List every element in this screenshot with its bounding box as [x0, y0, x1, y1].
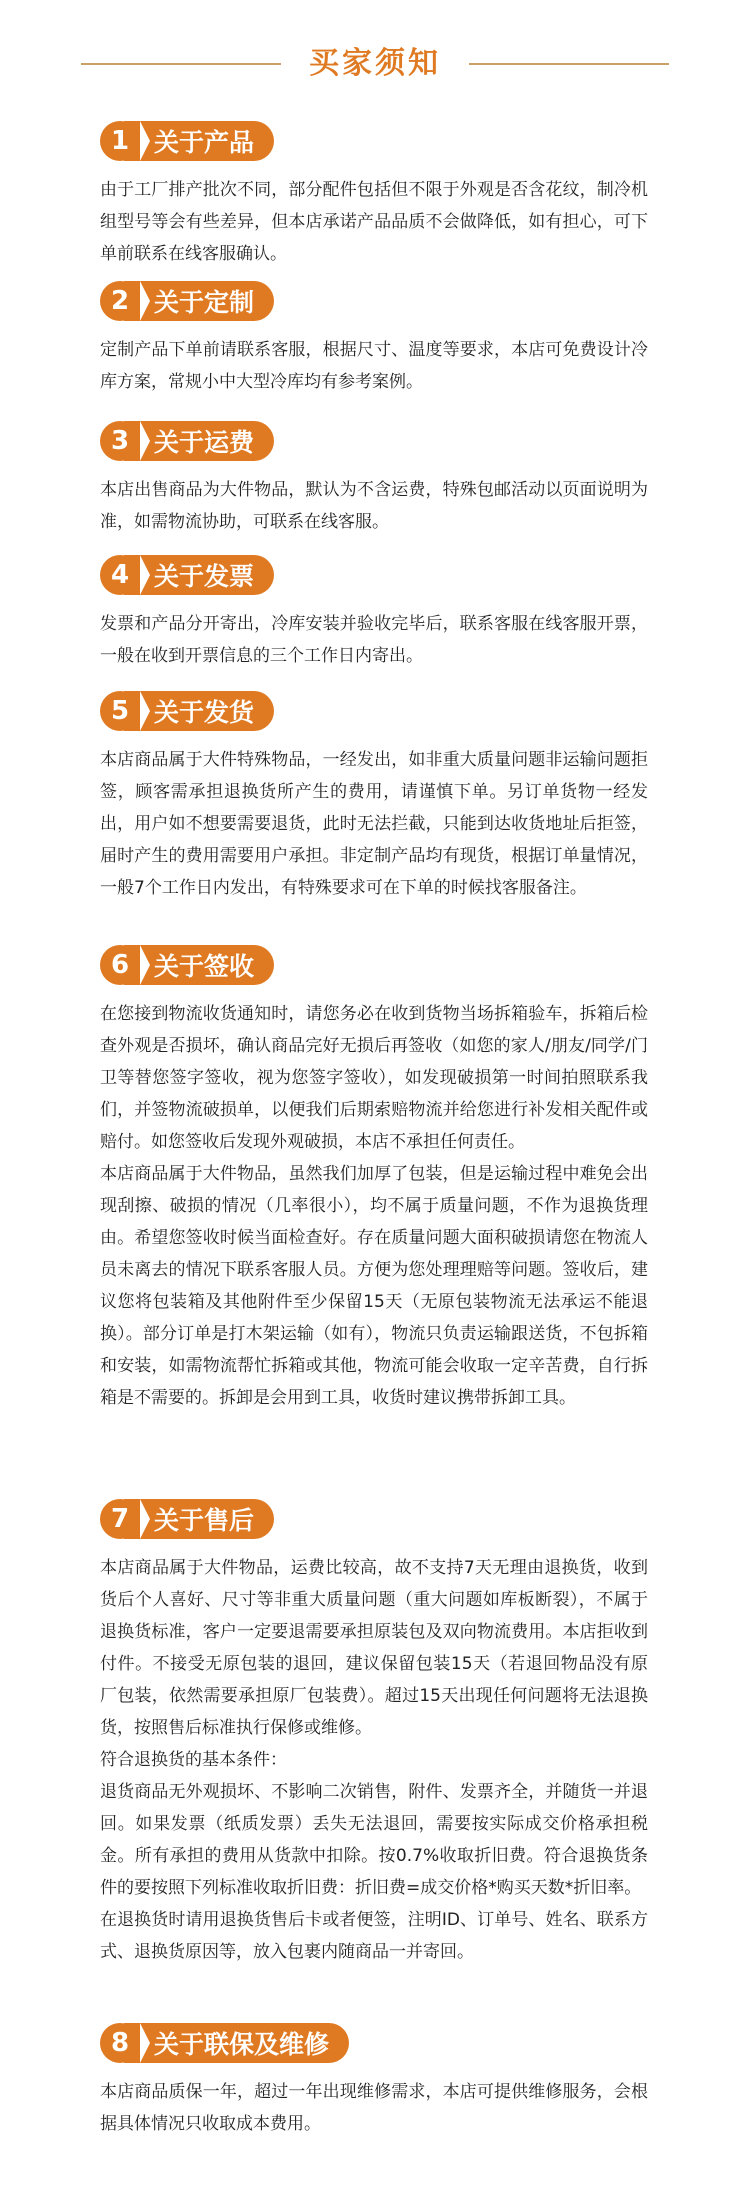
paragraph: 退货商品无外观损坏、不影响二次销售，附件、发票齐全，并随货一并退回。如果发票（纸质发票）丢失无法退回，需要按实际成交价格承担税金。所有承担的费用从货款中扣除。按0.7%收取折旧费。符合退换货条件的要按照下列标准收取折旧费：折旧费=成交价格*购买天数*折旧率。: [100, 1782, 648, 1898]
section-title: 关于发货: [124, 691, 274, 731]
section-heading: [100, 1498, 274, 1540]
section-heading: [100, 554, 274, 596]
section-body: [100, 998, 648, 1414]
section-title: 关于定制: [124, 281, 274, 321]
section-heading: [100, 120, 274, 162]
section-body: [100, 334, 648, 398]
section-body: [100, 744, 648, 904]
section-title: 关于发票: [124, 555, 274, 595]
section-body: [100, 474, 648, 538]
section-title: 关于联保及维修: [124, 2023, 349, 2063]
section-number-badge: 1: [100, 121, 140, 161]
section-number-badge: 6: [100, 945, 140, 985]
section-number-badge: 2: [100, 281, 140, 321]
section-title: 关于签收: [124, 945, 274, 985]
section-body: [100, 1552, 648, 1968]
paragraph: 本店商品属于大件物品，运费比较高，故不支持7天无理由退换货，收到货后个人喜好、尺寸等非重大质量问题（重大问题如库板断裂），不属于退换货标准，客户一定要退需要承担原装包及双向物流费用。本店拒收到付件。不接受无原包装的退回，建议保留包装15天（若退回物品没有原厂包装，依然需要承担原厂包装费）。超过15天出现任何问题将无法退换货，按照售后标准执行保修或维修。: [100, 1558, 648, 1738]
paragraph: 定制产品下单前请联系客服，根据尺寸、温度等要求，本店可免费设计冷库方案，常规小中大型冷库均有参考案例。: [100, 340, 648, 392]
paragraph: 本店商品属于大件物品，虽然我们加厚了包装，但是运输过程中难免会出现刮擦、破损的情况（几率很小），均不属于质量问题，不作为退换货理由。希望您签收时候当面检查好。存在质量问题大面积破损请您在物流人员未离去的情况下联系客服人员。方便为您处理理赔等问题。签收后，建议您将包装箱及其他附件至少保留15天（无原包装物流无法承运不能退换）。部分订单是打木架运输（如有），物流只负责运输跟送货，不包拆箱和安装，如需物流帮忙拆箱或其他，物流可能会收取一定辛苦费，自行拆箱是不需要的。拆卸是会用到工具，收货时建议携带拆卸工具。: [100, 1164, 648, 1408]
section-title: 关于售后: [124, 1499, 274, 1539]
section-number-badge: 7: [100, 1499, 140, 1539]
section-number-badge: 5: [100, 691, 140, 731]
section-heading: [100, 280, 274, 322]
paragraph: 本店商品属于大件特殊物品，一经发出，如非重大质量问题非运输问题拒签，顾客需承担退换货所产生的费用，请谨慎下单。另订单货物一经发出，用户如不想要需要退货，此时无法拦截，只能到达收货地址后拒签，届时产生的费用需要用户承担。非定制产品均有现货，根据订单量情况，一般7个工作日内发出，有特殊要求可在下单的时候找客服备注。: [100, 750, 648, 898]
section-heading: [100, 420, 274, 462]
paragraph: 发票和产品分开寄出，冷库安装并验收完毕后，联系客服在线客服开票，一般在收到开票信息的三个工作日内寄出。: [100, 614, 648, 666]
page-header: [0, 42, 750, 86]
section-heading: [100, 2022, 349, 2064]
paragraph: 本店商品质保一年，超过一年出现维修需求，本店可提供维修服务，会根据具体情况只收取成本费用。: [100, 2082, 648, 2134]
section-body: [100, 2076, 648, 2140]
header-divider-left: [81, 63, 281, 65]
section-number-badge: 4: [100, 555, 140, 595]
header-divider-right: [469, 63, 669, 65]
section-title: 关于运费: [124, 421, 274, 461]
paragraph: 由于工厂排产批次不同，部分配件包括但不限于外观是否含花纹，制冷机组型号等会有些差异，但本店承诺产品品质不会做降低，如有担心，可下单前联系在线客服确认。: [100, 180, 648, 264]
section-heading: [100, 690, 274, 732]
paragraph: 在您接到物流收货通知时，请您务必在收到货物当场拆箱验车，拆箱后检查外观是否损坏，确认商品完好无损后再签收（如您的家人/朋友/同学/门卫等替您签字签收，视为您签字签收），如发现破损第一时间拍照联系我们，并签物流破损单，以便我们后期索赔物流并给您进行补发相关配件或赔付。如您签收后发现外观破损，本店不承担任何责任。: [100, 1004, 648, 1152]
section-heading: [100, 944, 274, 986]
section-body: [100, 174, 648, 270]
paragraph: 本店出售商品为大件物品，默认为不含运费，特殊包邮活动以页面说明为准，如需物流协助，可联系在线客服。: [100, 480, 648, 532]
page-title: 买家须知: [309, 46, 441, 81]
section-body: [100, 608, 648, 672]
paragraph: 在退换货时请用退换货售后卡或者便签，注明ID、订单号、姓名、联系方式、退换货原因等，放入包裹内随商品一并寄回。: [100, 1910, 648, 1962]
section-number-badge: 3: [100, 421, 140, 461]
section-title: 关于产品: [124, 121, 274, 161]
section-number-badge: 8: [100, 2023, 140, 2063]
paragraph: 符合退换货的基本条件：: [100, 1750, 287, 1770]
